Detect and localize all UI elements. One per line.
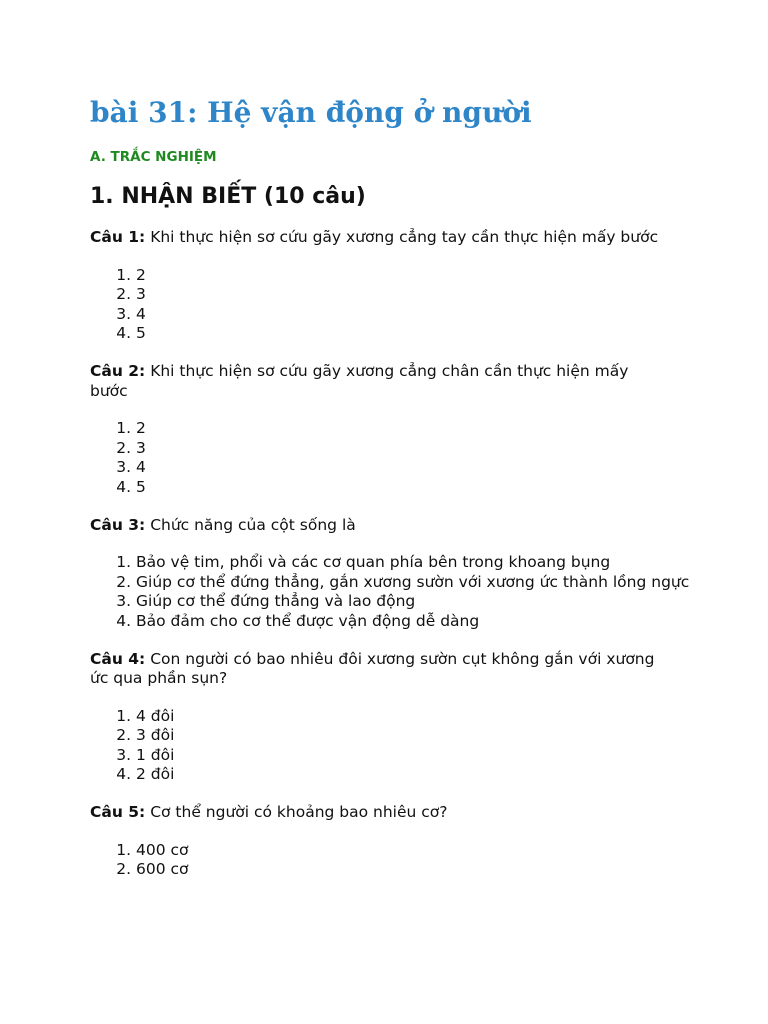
answer-option: 4. 2 đôi: [136, 765, 690, 785]
question-2: [90, 362, 690, 498]
answer-option: 3. 4: [136, 305, 690, 325]
answer-option: 3. Giúp cơ thể đứng thẳng và lao động: [136, 592, 690, 612]
answer-options: [90, 707, 690, 785]
answer-option: 4. Bảo đảm cho cơ thể được vận động dễ dàng: [136, 612, 690, 632]
question-4: [90, 650, 690, 786]
answer-option: 1. 400 cơ: [136, 841, 690, 861]
question-5-text: [90, 803, 665, 823]
answer-option: 4. 5: [136, 478, 690, 498]
question-1: [90, 228, 690, 344]
answer-option: 2. Giúp cơ thể đứng thẳng, gắn xương sườn với xương ức thành lồng ngực: [136, 573, 690, 593]
question-number: Câu 3:: [90, 515, 146, 534]
answer-option: 3. 1 đôi: [136, 746, 690, 766]
answer-option: 2. 3: [136, 285, 690, 305]
question-number: Câu 4:: [90, 649, 146, 668]
document-title: bài 31: Hệ vận động ở người: [90, 96, 532, 129]
question-list: [90, 228, 690, 898]
question-prompt: Cơ thể người có khoảng bao nhiêu cơ?: [150, 803, 448, 822]
answer-options: [90, 841, 690, 880]
question-prompt: Chức năng của cột sống là: [150, 515, 356, 534]
answer-option: 3. 4: [136, 458, 690, 478]
answer-options: [90, 553, 690, 631]
answer-option: 2. 3 đôi: [136, 726, 690, 746]
answer-option: 1. 4 đôi: [136, 707, 690, 727]
level-heading: 1. NHẬN BIẾT (10 câu): [90, 184, 366, 209]
answer-options: [90, 419, 690, 497]
section-label: A. TRẮC NGHIỆM: [90, 149, 217, 165]
question-number: Câu 1:: [90, 228, 146, 246]
answer-option: 1. 2: [136, 419, 690, 439]
question-3-text: [90, 516, 665, 536]
answer-options: [90, 266, 690, 344]
answer-option: 2. 600 cơ: [136, 860, 690, 880]
question-2-text: [90, 362, 665, 401]
answer-option: 2. 3: [136, 439, 690, 459]
question-4-text: [90, 650, 665, 689]
question-prompt: Khi thực hiện sơ cứu gãy xương cẳng tay cần thực hiện mấy bước: [150, 228, 659, 246]
answer-option: 1. 2: [136, 266, 690, 286]
answer-option: 1. Bảo vệ tim, phổi và các cơ quan phía bên trong khoang bụng: [136, 553, 690, 573]
question-3: [90, 516, 690, 632]
question-prompt: Khi thực hiện sơ cứu gãy xương cẳng chân cần thực hiện mấy bước: [90, 361, 629, 400]
question-number: Câu 5:: [90, 803, 146, 822]
question-5: [90, 803, 690, 880]
question-1-text: [90, 228, 665, 248]
answer-option: 4. 5: [136, 324, 690, 344]
question-number: Câu 2:: [90, 361, 146, 380]
question-prompt: Con người có bao nhiêu đôi xương sườn cụt không gắn với xương ức qua phần sụn?: [90, 649, 655, 688]
